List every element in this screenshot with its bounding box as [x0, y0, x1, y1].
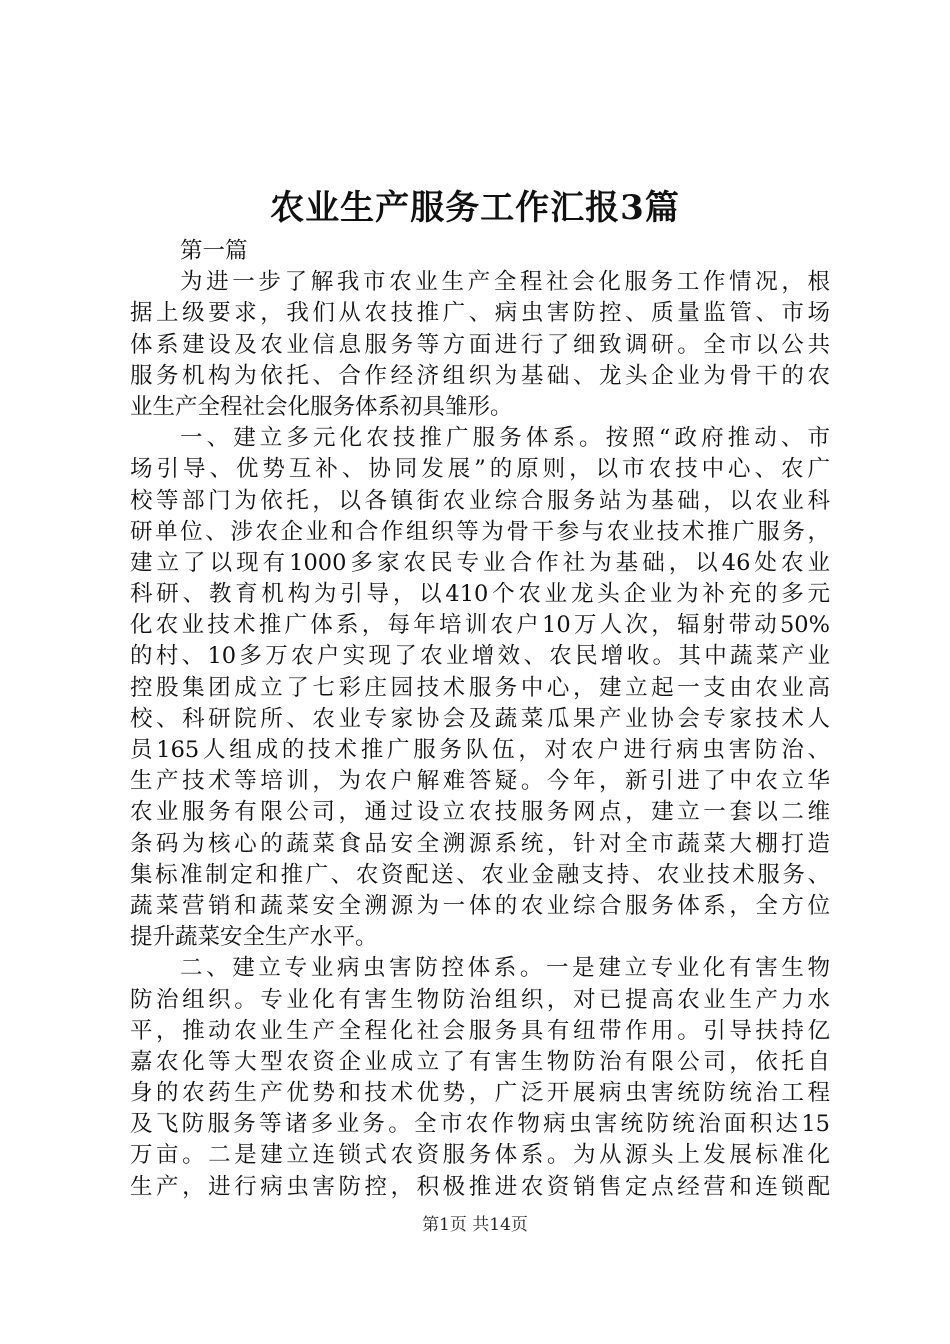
text-line: 蔬菜营销和蔬菜安全溯源为一体的农业综合服务体系，全方位	[130, 892, 830, 919]
text-line: 平，推动农业生产全程化社会服务具有纽带作用。引导扶持亿	[130, 1017, 830, 1044]
text-line: 一、建立多元化农技推广服务体系。按照“政府推动、市	[180, 425, 830, 452]
text-line: 嘉农化等大型农资企业成立了有害生物防治有限公司，依托自	[130, 1048, 830, 1075]
document-title: 农业生产服务工作汇报3篇	[270, 188, 680, 228]
text-line: 控股集团成立了七彩庄园技术服务中心，建立起一支由农业高	[130, 674, 830, 701]
text-line: 为进一步了解我市农业生产全程社会化服务工作情况，根	[180, 269, 830, 296]
text-line: 生产，进行病虫害防控，积极推进农资销售定点经营和连锁配	[130, 1173, 830, 1200]
text-line: 建立了以现有1000多家农民专业合作社为基础，以46处农业	[130, 549, 830, 576]
text-line: 体系建设及农业信息服务等方面进行了细致调研。全市以公共	[130, 331, 830, 358]
text-line: 业生产全程社会化服务体系初具雏形。	[130, 393, 513, 420]
text-line: 据上级要求，我们从农技推广、病虫害防控、质量监管、市场	[130, 300, 830, 327]
text-line: 集标准制定和推广、农资配送、农业金融支持、农业技术服务、	[130, 861, 830, 888]
text-line: 农业服务有限公司，通过设立农技服务网点，建立一套以二维	[130, 799, 830, 826]
text-line: 校、科研院所、农业专家协会及蔬菜瓜果产业协会专家技术人	[130, 705, 830, 732]
text-line: 二、建立专业病虫害防控体系。一是建立专业化有害生物	[180, 955, 830, 982]
text-line: 科研、教育机构为引导，以410个农业龙头企业为补充的多元	[130, 581, 830, 608]
text-line: 防治组织。专业化有害生物防治组织，对已提高农业生产力水	[130, 986, 830, 1013]
text-line: 身的农药生产优势和技术优势，广泛开展病虫害统防统治工程	[130, 1080, 830, 1107]
text-line: 及飞防服务等诸多业务。全市农作物病虫害统防统治面积达15	[130, 1111, 830, 1138]
text-line: 生产技术等培训，为农户解难答疑。今年，新引进了中农立华	[130, 768, 830, 795]
text-line: 场引导、优势互补、协同发展”的原则，以市农技中心、农广	[130, 456, 830, 483]
text-line: 研单位、涉农企业和合作组织等为骨干参与农业技术推广服务，	[130, 518, 830, 545]
text-line: 校等部门为依托，以各镇街农业综合服务站为基础，以农业科	[130, 487, 830, 514]
text-line: 提升蔬菜安全生产水平。	[130, 924, 378, 951]
page-number-footer: 第1页 共14页	[422, 1215, 528, 1235]
text-line: 员165人组成的技术推广服务队伍，对农户进行病虫害防治、	[130, 737, 830, 763]
text-line: 化农业技术推广体系，每年培训农户10万人次，辐射带动50%	[130, 612, 830, 639]
section-heading: 第一篇	[180, 238, 248, 264]
text-line: 的村、10多万农户实现了农业增效、农民增收。其中蔬菜产业	[130, 643, 830, 670]
text-line: 服务机构为依托、合作经济组织为基础、龙头企业为骨干的农	[130, 362, 830, 389]
text-line: 万亩。二是建立连锁式农资服务体系。为从源头上发展标准化	[130, 1142, 830, 1169]
document-body	[130, 236, 830, 1203]
text-line: 条码为核心的蔬菜食品安全溯源系统，针对全市蔬菜大棚打造	[130, 830, 830, 857]
